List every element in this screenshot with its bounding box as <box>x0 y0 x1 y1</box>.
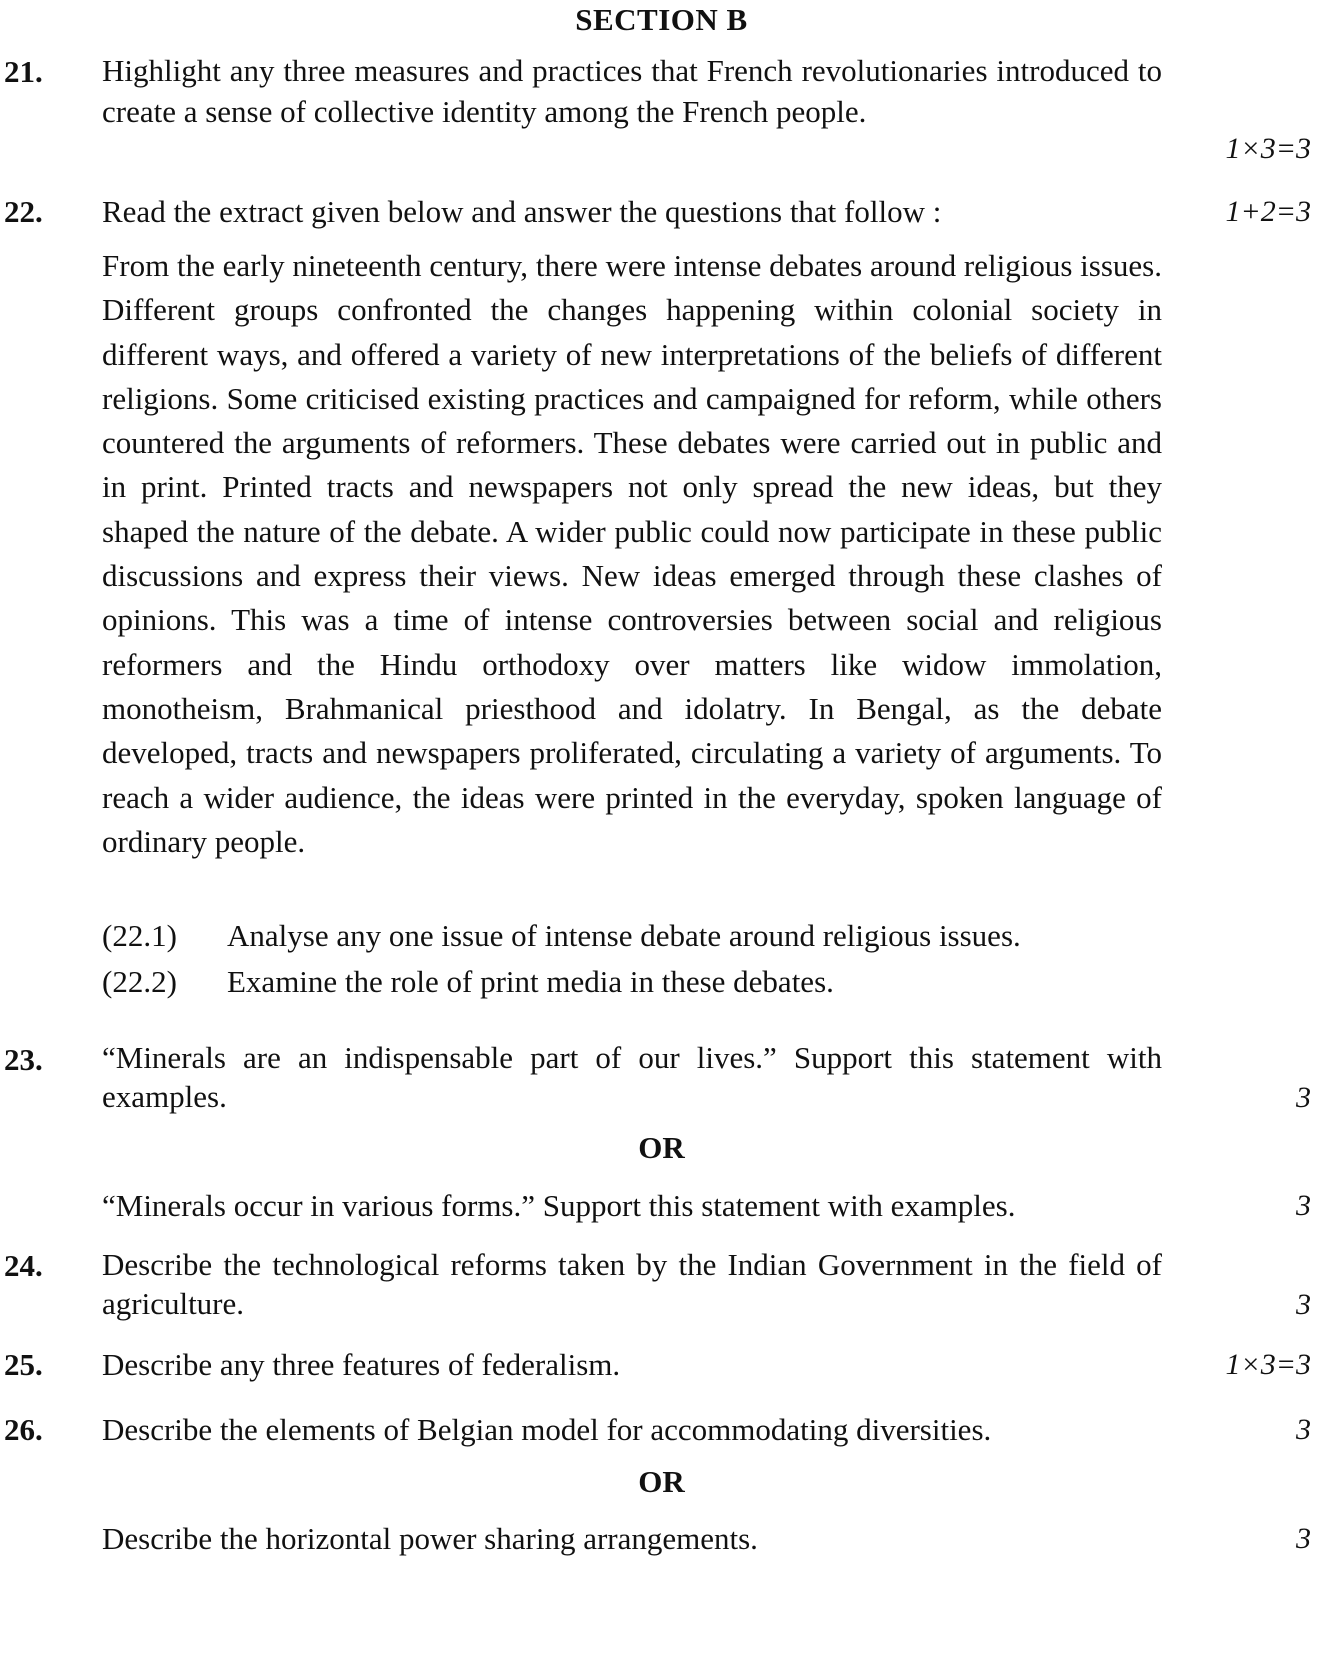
question-22-1-text: Analyse any one issue of intense debate around religious issues. <box>227 918 1021 953</box>
question-21-number: 21. <box>4 54 43 89</box>
question-24-marks: 3 <box>1296 1288 1311 1321</box>
question-22-1-label: (22.1) <box>102 918 177 953</box>
section-title: SECTION B <box>575 2 748 37</box>
question-25-text: Describe any three features of federalism. <box>102 1347 621 1382</box>
question-24-number: 24. <box>4 1248 43 1283</box>
question-21-text: Highlight any three measures and practices that French revolutionaries introduced to create a sense of collective identity among the French people. <box>102 53 1162 129</box>
question-26-marks: 3 <box>1296 1413 1311 1446</box>
question-21-marks: 1×3=3 <box>1225 132 1311 165</box>
question-25-number: 25. <box>4 1347 43 1382</box>
or-divider-26: OR <box>638 1464 685 1499</box>
question-22-2-text: Examine the role of print media in these debates. <box>227 964 834 999</box>
question-24-text: Describe the technological reforms taken by the Indian Government in the field of agriculture. <box>102 1247 1162 1321</box>
question-22-2-label: (22.2) <box>102 964 177 999</box>
question-26-alt-text: Describe the horizontal power sharing arrangements. <box>102 1521 758 1556</box>
question-23-marks: 3 <box>1296 1081 1311 1114</box>
question-26-number: 26. <box>4 1412 43 1447</box>
question-26-text: Describe the elements of Belgian model for accommodating diversities. <box>102 1412 992 1447</box>
question-23-alt-marks: 3 <box>1296 1189 1311 1222</box>
question-23-alt-text: “Minerals occur in various forms.” Support this statement with examples. <box>102 1188 1016 1223</box>
question-25-marks: 1×3=3 <box>1225 1348 1311 1381</box>
question-23-number: 23. <box>4 1042 43 1077</box>
question-23-text: “Minerals are an indispensable part of our lives.” Support this statement with examples. <box>102 1040 1162 1114</box>
question-22-number: 22. <box>4 194 43 229</box>
question-22-extract: From the early nineteenth century, there were intense debates around religious issues. Different groups confronted the changes happening within colonial society in different ways, and offered a variety of new interpretations of the beliefs of different religions. Some criticised existing practices and campaigned for reform, while others countered the arguments of reformers. These debates were carried out in public and in print. Printed tracts and newspapers not only spread the new ideas, but they shaped the nature of the debate. A wider public could now participate in these public discussions and express their views. New ideas emerged through these clashes of opinions. This was a time of intense controversies between social and religious reformers and the Hindu orthodoxy over matters like widow immolation, monotheism, Brahmanical priesthood and idolatry. In Bengal, as the debate developed, tracts and newspapers proliferated, circulating a variety of arguments. To reach a wider audience, the ideas were printed in the everyday, spoken language of ordinary people. <box>102 248 1162 859</box>
question-26-alt-marks: 3 <box>1296 1522 1311 1555</box>
question-22-intro: Read the extract given below and answer the questions that follow : <box>102 194 942 229</box>
or-divider-23: OR <box>638 1130 685 1165</box>
question-22-marks: 1+2=3 <box>1225 195 1311 228</box>
